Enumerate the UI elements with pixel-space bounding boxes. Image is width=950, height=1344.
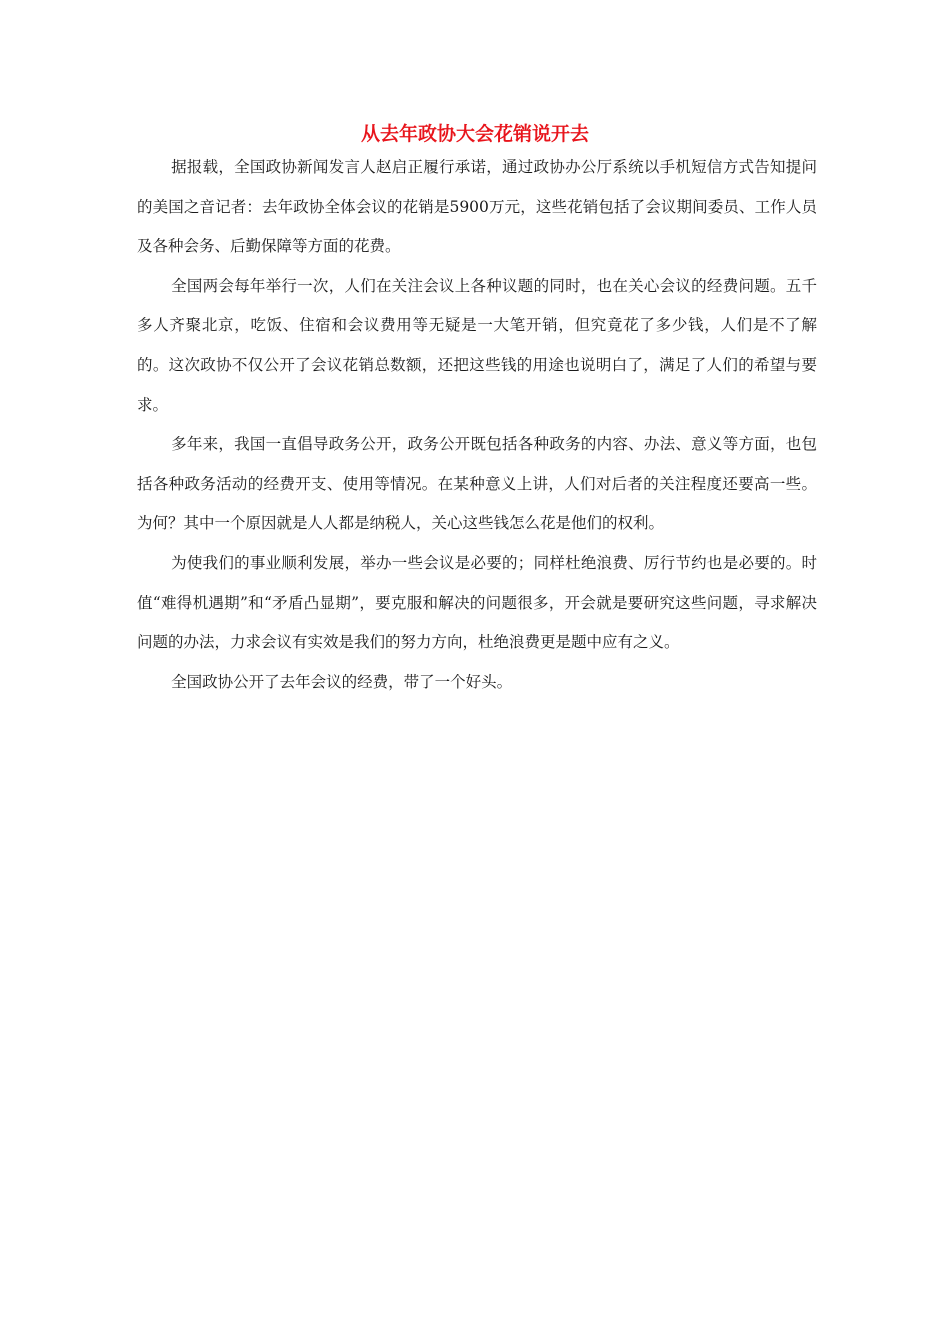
paragraph-5: 全国政协公开了去年会议的经费，带了一个好头。	[171, 672, 513, 691]
paragraph-3: 多年来，我国一直倡导政务公开，政务公开既包括各种政务的内容、办法、意义等方面，也包括各种政务活动的经费开支、使用等情况。在某种意义上讲，人们对后者的关注程度还要高一些。为何？其中一个原因就是人人都是纳税人，关心这些钱怎么花是他们的权利。	[137, 435, 817, 533]
document-body	[137, 148, 817, 702]
paragraph-1: 据报载，全国政协新闻发言人赵启正履行承诺，通过政协办公厅系统以手机短信方式告知提问的美国之音记者：去年政协全体会议的花销是5900万元，这些花销包括了会议期间委员、工作人员及各种会务、后勤保障等方面的花费。	[137, 158, 817, 256]
document-title: 从去年政协大会花销说开去	[360, 123, 589, 145]
paragraph-4: 为使我们的事业顺利发展，举办一些会议是必要的；同样杜绝浪费、厉行节约也是必要的。时值“难得机遇期”和“矛盾凸显期”，要克服和解决的问题很多，开会就是要研究这些问题，寻求解决问题的办法，力求会议有实效是我们的努力方向，杜绝浪费更是题中应有之义。	[137, 553, 817, 652]
paragraph-2: 全国两会每年举行一次，人们在关注会议上各种议题的同时，也在关心会议的经费问题。五千多人齐聚北京，吃饭、住宿和会议费用等无疑是一大笔开销，但究竟花了多少钱，人们是不了解的。这次政协不仅公开了会议花销总数额，还把这些钱的用途也说明白了，满足了人们的希望与要求。	[137, 276, 817, 414]
